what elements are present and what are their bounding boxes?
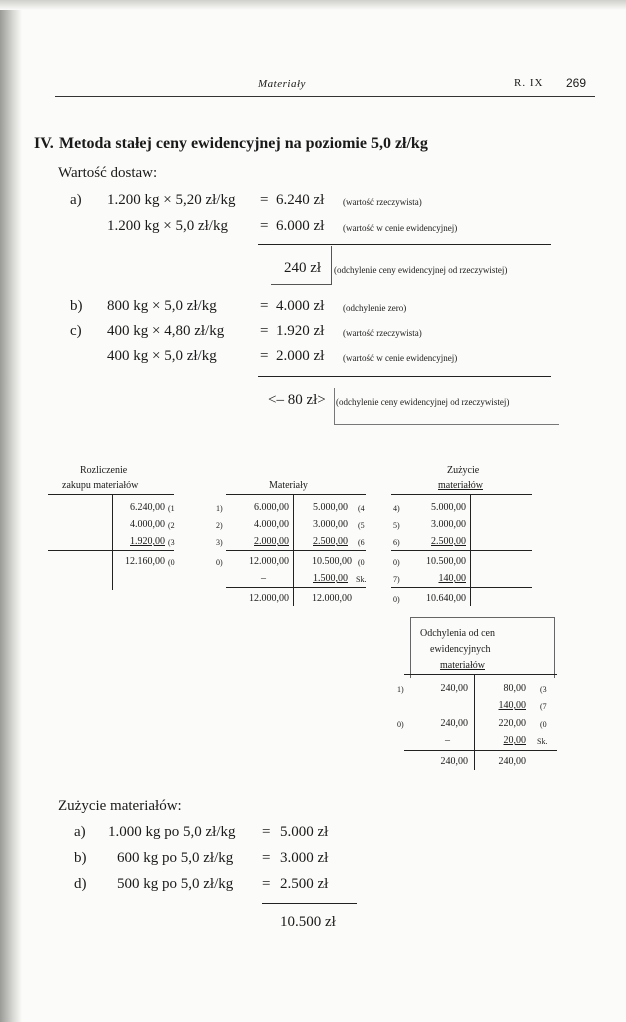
usage-sum-rule xyxy=(262,903,357,904)
chapter-label: R. IX xyxy=(514,77,544,89)
deliveries-heading: Wartość dostaw: xyxy=(58,165,158,181)
page-binding-shadow xyxy=(0,0,22,1022)
handwritten-bracket xyxy=(334,388,559,425)
running-title: Materiały xyxy=(258,78,306,90)
page-top-shadow xyxy=(0,0,626,10)
section-title: Metoda stałej ceny ewidencyjnej na poziomie 5,0 zł/kg xyxy=(59,135,428,152)
section-marker: IV. xyxy=(34,135,54,152)
header-rule xyxy=(55,96,595,97)
sum-rule-c xyxy=(258,376,551,377)
page-number: 269 xyxy=(566,76,587,90)
usage-heading: Zużycie materiałów: xyxy=(58,798,182,814)
usage-total: 10.500 zł xyxy=(280,914,336,930)
sum-rule-a xyxy=(258,244,551,245)
